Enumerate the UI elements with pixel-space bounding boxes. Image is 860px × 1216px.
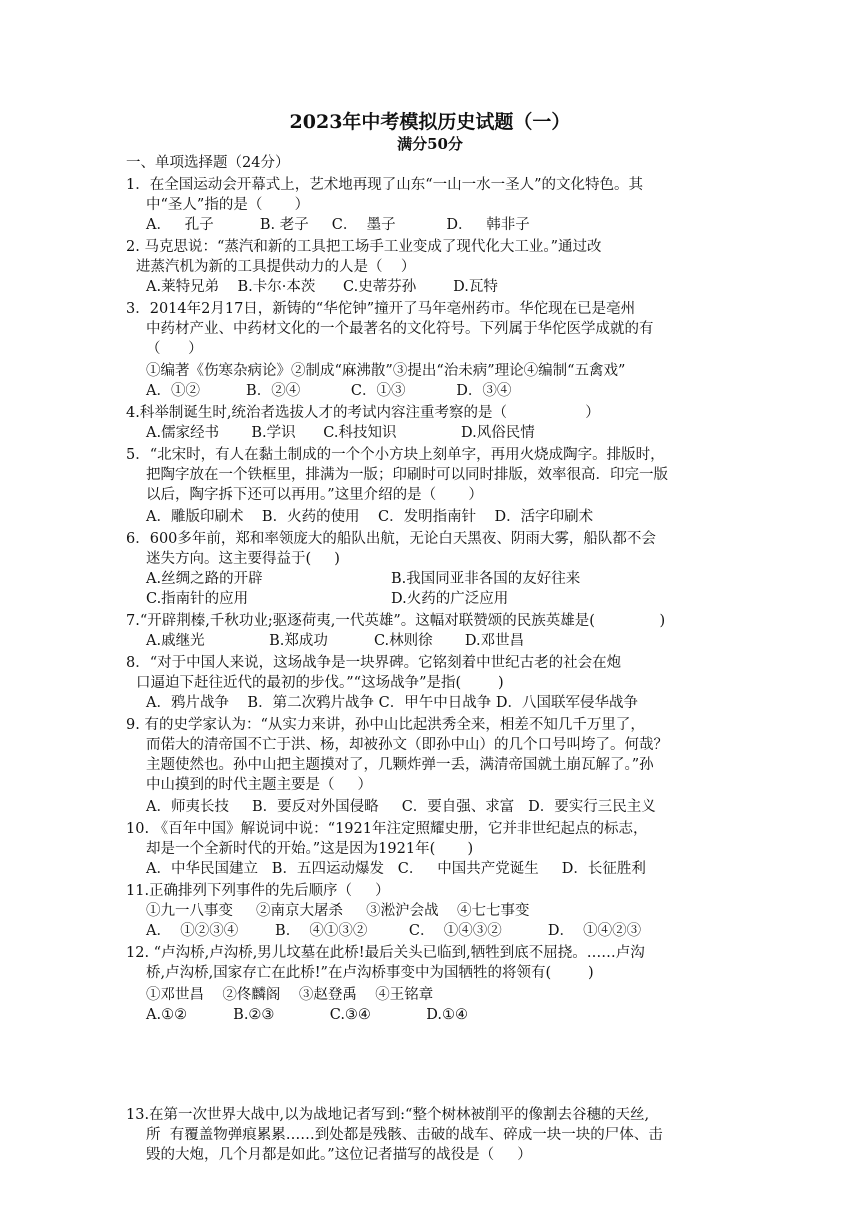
page-title: 2023年中考模拟历史试题（一） [289,111,571,133]
question-options: A． ①②③④ B． ④①③② C． ①④③② D． ①④②③ [146,923,642,939]
question-options: A.儒家经书 B.学识 C.科技知识 D.风俗民情 [146,425,535,441]
question-line: 11.正确排列下列事件的先后顺序（ ） [126,883,390,899]
question-line: 中药材产业、中药材文化的一个最著名的文化符号。下列属于华佗医学成就的有 [146,321,654,337]
question-line: 9. 有的史学家认为：“从实力来讲，孙中山比起洪秀全来，相差不知几千万里了， [126,717,645,733]
question-line: 所 有覆盖物弹痕累累……到处都是残骸、击破的战车、碎成一块一块的尸体、击 [146,1127,663,1143]
question-options: A.戚继光 B.郑成功 C.林则徐 D.邓世昌 [146,633,525,649]
question-options: A．雕版印刷术 B．火药的使用 C．发明指南针 D．活字印刷术 [146,509,594,525]
question-line: 4.科举制诞生时,统治者选拔人才的考试内容注重考察的是（ ） [126,405,600,421]
question-line: 口逼迫下赶往近代的最初的步伐。”“这场战争”是指( ) [136,675,504,691]
question-line: ①编著《伤寒杂病论》②制成“麻沸散”③提出“治未病”理论④编制“五禽戏” [146,363,626,379]
question-options: A．鸦片战争 B．第二次鸦片战争 C．甲午中日战争 D．八国联军侵华战争 [146,695,638,711]
question-option: D.火药的广泛应用 [391,591,509,607]
question-line: ①邓世昌 ②佟麟阁 ③赵登禹 ④王铭章 [146,987,434,1003]
question-line: 中“圣人”指的是（ ） [146,197,310,213]
question-line: 2. 马克思说：“蒸汽和新的工具把工场手工业变成了现代化大工业。”通过改 [126,239,602,255]
question-line: 7.“开辟荆榛,千秋功业;驱逐荷夷,一代英雄”。这幅对联赞颂的民族英雄是( ) [126,613,666,629]
question-line: 进蒸汽机为新的工具提供动力的人是（ ） [136,259,416,275]
question-options: A．①② B．②④ C．①③ D．③④ [146,383,512,399]
question-line: 5．“北宋时，有人在黏土制成的一个个小方块上刻单字，再用火烧成陶字。排版时， [126,447,665,463]
question-line: 毁的大炮，几个月都是如此。”这位记者描写的战役是（ ） [146,1147,532,1163]
question-line: 迷失方向。这主要得益于( ) [146,551,340,567]
question-line: 桥,卢沟桥,国家存亡在此桥!”在卢沟桥事变中为国牺牲的将领有( ) [146,965,594,981]
full-score: 满分50分 [397,135,463,153]
question-line: （ ） [146,341,203,357]
question-line: 把陶字放在一个铁框里，排满为一版；印刷时可以同时排版，效率很高．印完一版 [146,467,668,483]
section-heading: 一、单项选择题（24分） [126,155,290,171]
question-options: A． 孔子 B. 老子 C． 墨子 D． 韩非子 [146,217,530,233]
question-line: 6．600多年前，郑和率领庞大的船队出航，无论白天黑夜、阴雨大雾，船队都不会 [126,531,656,547]
question-line: 8．“对于中国人来说，这场战争是一块界碑。它铭刻着中世纪古老的社会在炮 [126,655,622,671]
question-line: 13.在第一次世界大战中,以为战地记者写到:“整个树林被削平的像割去谷穗的天丝, [126,1107,650,1123]
question-options: A.莱特兄弟 B.卡尔·本茨 C.史蒂芬孙 D.瓦特 [146,279,498,295]
question-options: A．师夷长技 B．要反对外国侵略 C．要自强、求富 D．要实行三民主义 [146,799,656,815]
question-line: 12. “卢沟桥,卢沟桥,男儿坟墓在此桥!最后关头已临到,牺牲到底不屈挠。……卢沟 [126,945,645,961]
question-options: A.①② B.②③ C.③④ D.①④ [146,1007,468,1023]
question-line: 10. 《百年中国》解说词中说：“1921年注定照耀史册，它并非世纪起点的标志， [126,821,648,837]
question-option: C.指南针的应用 [146,591,249,607]
question-line: 而偌大的清帝国不亡于洪、杨，却被孙文（即孙中山）的几个口号叫垮了。何哉？ [146,737,668,753]
question-line: 主题使然也。孙中山把主题摸对了，几颗炸弹一丢，满清帝国就土崩瓦解了。”孙 [146,757,654,773]
question-option: A.丝绸之路的开辟 [146,571,263,587]
question-line: 以后，陶字拆下还可以再用。”这里介绍的是（ ） [146,487,483,503]
question-line: 1．在全国运动会开幕式上，艺术地再现了山东“一山一水一圣人”的文化特色。其 [126,177,644,193]
question-line: ①九一八事变 ②南京大屠杀 ③淞沪会战 ④七七事变 [146,903,530,919]
question-line: 中山摸到的时代主题主要是（ ） [146,777,373,793]
question-option: B.我国同亚非各国的友好往来 [391,571,581,587]
question-line: 却是一个全新时代的开始。”这是因为1921年( ) [146,841,474,857]
question-line: 3．2014年2月17日，新铸的“华佗钟”撞开了马年亳州药市。华佗现在已是亳州 [126,301,636,317]
question-options: A．中华民国建立 B．五四运动爆发 C． 中国共产党诞生 D．长征胜利 [146,861,646,877]
